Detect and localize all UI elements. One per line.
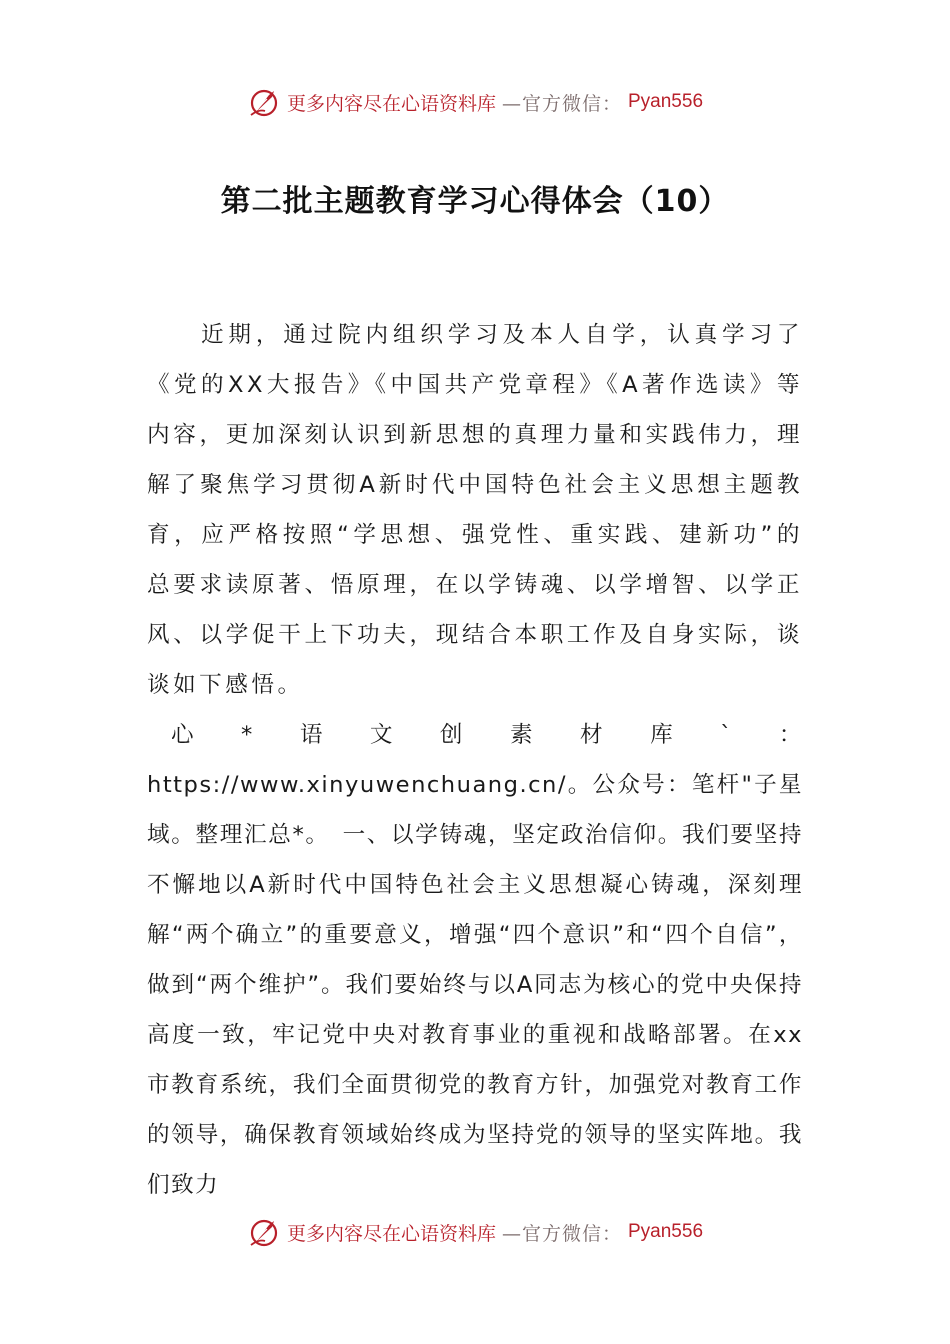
banner-main-text: 更多内容尽在心语资料库	[286, 92, 496, 115]
document-body	[147, 310, 803, 1210]
banner-sub-text: —官方微信：	[501, 1222, 622, 1245]
body-paragraph: 近期，通过院内组织学习及本人自学，认真学习了《党的XX大报告》《中国共产党章程》《A著作选读》等内容，更加深刻认识到新思想的真理力量和实践伟力，理解了聚焦学习贯彻A新时代中国特色社会主义思想主题教育，应严格按照“学思想、强党性、重实践、建新功”的总要求读原著、悟原理，在以学铸魂、以学增智、以学正风、以学促干上下功夫，现结合本职工作及自身实际，谈谈如下感悟。	[147, 322, 803, 698]
banner-wechat-id: Pyan556	[628, 91, 704, 112]
body-paragraph: 心*语文创素材库`：https://www.xinyuwenchuang.cn/。公众号：笔杆"子星域。整理汇总*。 一、以学铸魂，坚定政治信仰。我们要坚持不懈地以A新时代中国特色社会主义思想凝心铸魂，深刻理解“两个确立”的重要意义，增强“四个意识”和“四个自信”，做到“两个维护”。我们要始终与以A同志为核心的党中央保持高度一致，牢记党中央对教育事业的重视和战略部署。在xx市教育系统，我们全面贯彻党的教育方针，加强党对教育工作的领导，确保教育领域始终成为坚持党的领导的坚实阵地。我们致力	[147, 722, 803, 1198]
document-title: 第二批主题教育学习心得体会（10）	[220, 184, 730, 219]
pen-nib-icon	[247, 85, 281, 119]
banner-sub-text: —官方微信：	[501, 92, 622, 115]
header-watermark-banner	[0, 82, 950, 122]
footer-watermark-banner	[0, 1212, 950, 1252]
pen-nib-icon	[247, 1215, 281, 1249]
banner-wechat-id: Pyan556	[628, 1221, 704, 1242]
banner-main-text: 更多内容尽在心语资料库	[286, 1222, 496, 1245]
